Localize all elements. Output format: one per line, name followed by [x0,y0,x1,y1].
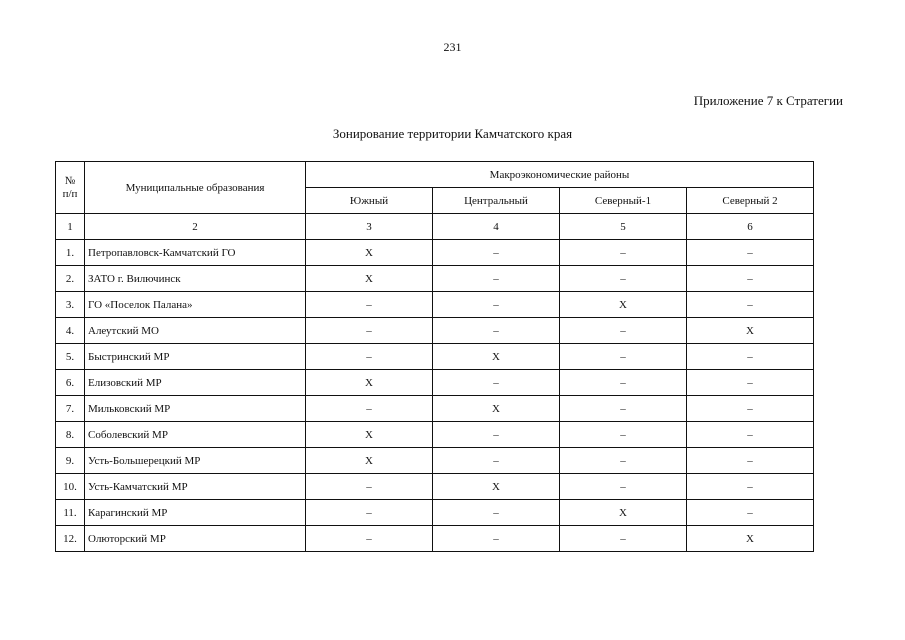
header-num-line2: п/п [62,187,78,200]
table-row [56,240,814,266]
zone-north-1-cell: – [560,318,687,344]
zone-south-cell: – [306,526,433,552]
zone-north-2-cell: – [687,292,814,318]
zone-north-2-cell: – [687,474,814,500]
table-row [56,344,814,370]
zone-central-cell: – [433,240,560,266]
table-row [56,292,814,318]
municipality-name: Петропавловск-Камчатский ГО [85,240,306,266]
table-row [56,422,814,448]
municipality-name: Алеутский МО [85,318,306,344]
table-row [56,474,814,500]
table-row [56,370,814,396]
zone-central-cell: – [433,266,560,292]
header-num-line1: № [64,174,76,187]
header-num [56,162,85,214]
row-number: 3. [56,292,85,318]
zone-north-2-cell: – [687,344,814,370]
zone-north-1-cell: X [560,500,687,526]
header-row-group [56,162,814,188]
page-number: 231 [443,40,462,54]
zone-south-cell: X [306,240,433,266]
zone-central-cell: – [433,448,560,474]
column-number: 4 [433,214,560,240]
municipality-name: Усть-Большерецкий МР [85,448,306,474]
municipality-name: Быстринский МР [85,344,306,370]
zone-north-2-cell: – [687,422,814,448]
zone-central-cell: – [433,500,560,526]
zone-north-1-cell: – [560,370,687,396]
zone-north-2-cell: X [687,318,814,344]
table-row [56,318,814,344]
municipality-name: Елизовский МР [85,370,306,396]
table-row [56,500,814,526]
header-zone-north-1: Северный-1 [560,188,687,214]
zone-north-1-cell: – [560,344,687,370]
row-number: 2. [56,266,85,292]
zone-south-cell: – [306,292,433,318]
zone-central-cell: X [433,396,560,422]
document-title: Зонирование территории Камчатского края [332,126,573,141]
header-macro-regions: Макроэкономические районы [306,162,814,188]
zone-north-1-cell: – [560,422,687,448]
zone-central-cell: – [433,422,560,448]
municipality-name: Усть-Камчатский МР [85,474,306,500]
municipality-name: Олюторский МР [85,526,306,552]
zone-central-cell: – [433,292,560,318]
column-number-row [56,214,814,240]
table-row [56,396,814,422]
zone-north-1-cell: – [560,240,687,266]
table-row [56,266,814,292]
column-number: 3 [306,214,433,240]
zone-central-cell: X [433,474,560,500]
header-zone-south: Южный [306,188,433,214]
zone-north-2-cell: X [687,526,814,552]
zone-south-cell: X [306,448,433,474]
table-row [56,526,814,552]
row-number: 11. [56,500,85,526]
appendix-label: Приложение 7 к Стратегии [693,93,843,108]
zone-south-cell: X [306,266,433,292]
zone-north-1-cell: – [560,448,687,474]
row-number: 10. [56,474,85,500]
column-number: 5 [560,214,687,240]
zone-central-cell: – [433,318,560,344]
zone-north-1-cell: – [560,526,687,552]
row-number: 8. [56,422,85,448]
row-number: 4. [56,318,85,344]
zone-north-2-cell: – [687,448,814,474]
zone-north-1-cell: – [560,396,687,422]
municipality-name: ЗАТО г. Вилючинск [85,266,306,292]
zone-north-2-cell: – [687,240,814,266]
zone-central-cell: – [433,370,560,396]
municipality-name: ГО «Поселок Палана» [85,292,306,318]
municipality-name: Карагинский МР [85,500,306,526]
column-number: 6 [687,214,814,240]
zone-north-1-cell: – [560,266,687,292]
zone-north-2-cell: – [687,370,814,396]
header-zone-north-2: Северный 2 [687,188,814,214]
zone-north-2-cell: – [687,500,814,526]
table-row [56,448,814,474]
zone-south-cell: – [306,318,433,344]
table-body [56,240,814,552]
header-municipality: Муниципальные образования [85,162,306,214]
zone-south-cell: X [306,422,433,448]
zone-north-1-cell: X [560,292,687,318]
header-zone-central: Центральный [433,188,560,214]
column-number: 1 [56,214,85,240]
zone-south-cell: – [306,500,433,526]
zone-north-1-cell: – [560,474,687,500]
zone-central-cell: – [433,526,560,552]
row-number: 9. [56,448,85,474]
row-number: 5. [56,344,85,370]
table-header [56,162,814,240]
zone-south-cell: X [306,370,433,396]
zone-north-2-cell: – [687,266,814,292]
row-number: 12. [56,526,85,552]
column-number: 2 [85,214,306,240]
row-number: 7. [56,396,85,422]
municipality-name: Соболевский МР [85,422,306,448]
zone-south-cell: – [306,396,433,422]
zone-central-cell: X [433,344,560,370]
municipality-name: Мильковский МР [85,396,306,422]
zone-south-cell: – [306,474,433,500]
row-number: 1. [56,240,85,266]
zone-north-2-cell: – [687,396,814,422]
row-number: 6. [56,370,85,396]
zone-south-cell: – [306,344,433,370]
zoning-table [55,161,814,552]
